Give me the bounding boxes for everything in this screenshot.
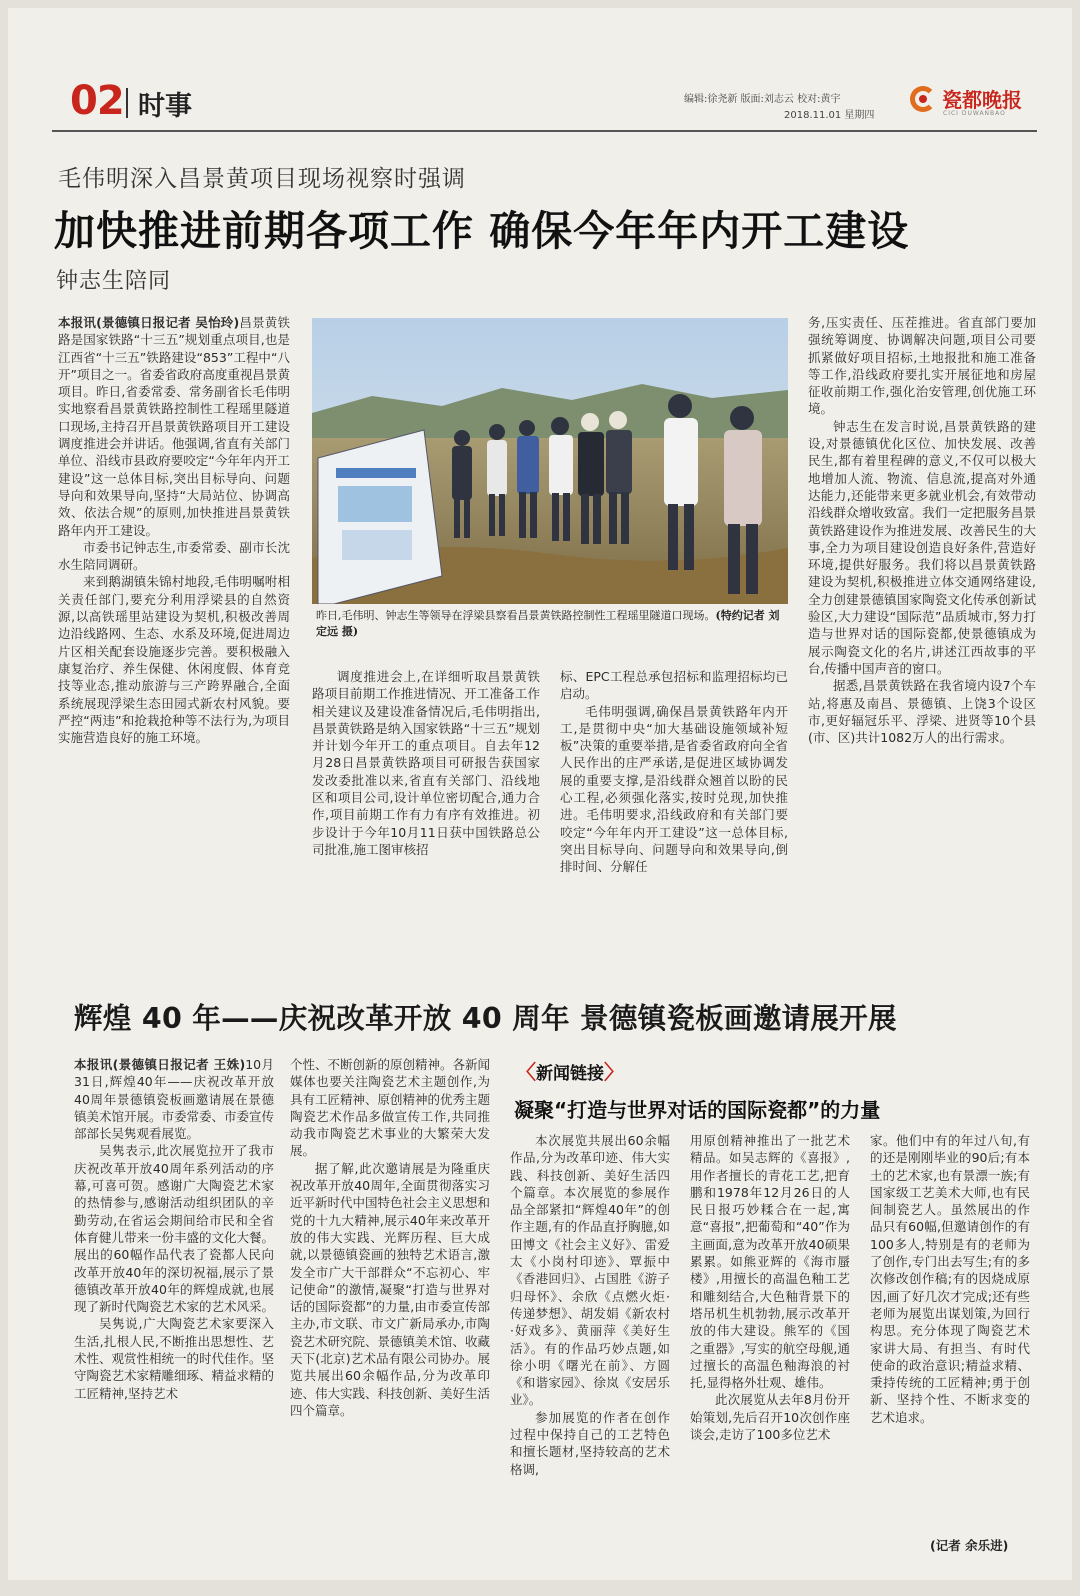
sidebar-reporter: (记者 余乐进) [930,1538,1009,1553]
second-column-1 [74,1056,274,1556]
lead-col1-p2: 市委书记钟志生,市委常委、副市长沈水生陪同调研。 [58,539,290,573]
lead-col3-p2: 毛伟明强调,确保昌景黄铁路年内开工,是贯彻中央“加大基础设施领域补短板”决策的重要举措,是省委省政府向全省人民作出的庄严承诺,是促进区域协调发展的重要支撑,是沿线群众翘首以盼的民心工程,必须强化落实,按时兑现,加快推进。毛伟明要求,沿线政府和有关部门要咬定“今年年内开工建设”这一总体目标,突出目标导向、问题导向和效果导向,倒排时间、分解任 [560,703,788,875]
lead-headline: 加快推进前期各项工作 确保今年年内开工建设 [54,207,910,255]
lead-photo [312,318,788,604]
lead-subhead: 钟志生陪同 [56,269,172,294]
second-col1-p2: 吴隽表示,此次展览拉开了我市庆祝改革开放40周年系列活动的序幕,可喜可贺。感谢广大陶瓷艺术家的热情参与,感谢活动组织团队的辛勤劳动,在省运会期间给市民和全省体育健儿带来一份丰盛的文化大餐。展出的60幅作品代表了瓷都人民向改革开放40年的深切祝福,展示了景德镇改革开放40年的辉煌成就,也展现了新时代陶瓷艺术家的艺术风采。 [74,1143,274,1315]
sidebar-col1-p2: 参加展览的作者在创作过程中保持自己的工艺特色和擅长题材,坚持较高的艺术格调, [510,1409,670,1477]
lead-column-3 [560,668,788,938]
second-column-2 [290,1056,490,1556]
lead-col1-p3: 来到鹅湖镇朱锦村地段,毛伟明嘱咐相关责任部门,要充分利用浮梁县的自然资源,以高铁瑶里站建设为契机,积极改善周边沿线路网、生态、水系及环境,促进周边片区相关配套设施逐步完善。要积极融入康复治疗、养生保健、休闲度假、体育竞技等业态,推动旅游与三产跨界融合,全面系统展现浮梁生态田园式新农村风貌。要严控“两违”和抢栽抢种等不法行为,为项目实施营造良好的施工环境。 [58,574,290,746]
header-divider [126,88,128,118]
lead-kicker: 毛伟明深入昌景黄项目现场视察时强调 [58,166,466,192]
lead-column-4 [808,314,1036,914]
lead-column-2 [312,668,540,938]
second-col2-p1: 个性、不断创新的原创精神。各新闻媒体也要关注陶瓷艺术主题创作,为具有工匠精神、原创精神的优秀主题陶瓷艺术作品多做宣传工作,共同推动我市陶瓷艺术事业的大繁荣大发展。 [290,1057,490,1159]
sidebar-column-2 [690,1132,850,1552]
news-link-tag [516,1056,624,1085]
photo-caption [316,608,784,640]
chevron-right-icon: 〉 [604,1060,624,1084]
logo-subtext: CICI DUWANBAO [943,110,1006,117]
lead-column-1 [58,314,290,939]
lead-col4-p1: 务,压实责任、压茬推进。省直部门要加强统筹调度、协调解决问题,项目公司要抓紧做好项目招标,土地报批和施工准备等工作,沿线政府要扎实开展征地和房屋征收前期工作,强化治安管理,创优施工环境。 [808,315,1036,417]
lead-col4-p3: 据悉,昌景黄铁路在我省境内设7个车站,将惠及南昌、景德镇、上饶3个设区市,更好辐冠乐平、浮梁、进贤等10个县(市、区)共计1082万人的出行需求。 [808,678,1036,746]
logo-dot-icon [919,95,927,103]
sidebar-column-1 [510,1132,670,1552]
sidebar-col3-p1: 家。他们中有的年过八旬,有的还是刚刚毕业的90后;有本土的艺术家,也有景漂一族;有国家级工艺美术大师,也有民间制瓷艺人。虽然展出的作品只有60幅,但邀请创作的有100多人,特别是有的老师为了创作,专门出去写生;有的多次修改创作稿;有的因烧成原因,画了好几次才完成;还有些老师为展览出谋划策,为回行构思。充分体现了陶瓷艺术家讲大局、有担当、有时代使命的政治意识;精益求精、秉持传统的工匠精神;勇于创新、坚持个性、不断求变的艺术追求。 [870,1133,1030,1425]
second-col1-p3: 吴隽说,广大陶瓷艺术家要深入生活,扎根人民,不断推出思想性、艺术性、观赏性相统一的时代佳作。坚守陶瓷艺术家精雕细琢、精益求精的工匠精神,坚持艺术 [74,1316,274,1401]
lead-col3-p1: 标、EPC工程总承包招标和监理招标均已启动。 [560,669,788,702]
header-rule [52,130,1037,132]
sidebar-col2-p1: 用原创精神推出了一批艺术精品。如吴志辉的《喜报》,用作者擅长的青花工艺,把育鹏和1978年12月26日的人民日报巧妙糅合在一起,寓意“喜报”,把葡萄和“40”作为主画面,意为改革开放40硕果累累。如熊亚辉的《海市蜃楼》,用擅长的高温色釉工艺和雕刻结合,大色釉背景下的塔吊机生机勃勃,展示改革开放的伟大建设。熊军的《国之重器》,写实的航空母舰,通过擅长的高温色釉海浪的衬托,显得格外壮观、雄伟。 [690,1133,850,1391]
photo-caption-text: 昨日,毛伟明、钟志生等领导在浮梁县察看昌景黄铁路控制性工程瑶里隧道口现场。 [316,609,716,622]
news-link-label: 新闻链接 [536,1064,604,1084]
sidebar-col1-p1: 本次展览共展出60余幅作品,分为改革印迹、伟大实践、科技创新、美好生活四个篇章。本次展览的参展作品全部紧扣“辉煌40年”的创作主题,有的作品直抒胸臆,如田博文《社会主义好》、雷爱太《小岗村印迹》、覃振中《香港回归》、占国胜《游子归母怀》、余欣《点燃火炬·传递梦想》、胡发娟《新农村·好戏多》、黄丽萍《美好生活》。有的作品巧妙点题,如徐小明《曙光在前》、方圆《和谐家园》、徐岚《安居乐业》。 [510,1133,670,1408]
sidebar-headline: 凝聚“打造与世界对话的国际瓷都”的力量 [514,1098,881,1122]
issue-date: 2018.11.01 星期四 [784,110,875,121]
second-col2-p2: 据了解,此次邀请展是为隆重庆祝改革开放40周年,全面贯彻落实习近平新时代中国特色社会主义思想和党的十九大精神,展示40年来改革开放的伟大实践、光辉历程、巨大成就,以景德镇瓷画的独特艺术语言,激发全市广大干部群众“不忘初心、牢记使命”的激情,凝聚“打造与世界对话的国际瓷都”的力量,由市委宣传部主办,市文联、市文广新局承办,市陶瓷艺术研究院、景德镇美术馆、收藏天下(北京)艺术品有限公司协办。展览共展出60余幅作品,分为改革印迹、伟大实践、科技创新、美好生活四个篇章。 [290,1160,490,1418]
sidebar-col2-p2: 此次展览从去年8月份开始策划,先后召开10次创作座谈会,走访了100多位艺术 [690,1392,850,1443]
masthead-logo [910,84,1036,120]
lead-col1-p1: 昌景黄铁路是国家铁路“十三五”规划重点项目,也是江西省“十三五”铁路建设“853”工程中“八开”项目之一。省委省政府高度重视昌景黄项目。昨日,省委常委、常务副省长毛伟明实地察看昌景黄铁路控制性工程瑶里隧道口现场,主持召开昌景黄铁路项目开工建设调度推进会并讲话。他强调,省直有关部门单位、沿线市县政府要咬定“今年年内开工建设”这一总体目标,突出目标导向、问题导向和效果导向,坚持“大局站位、协调高效、依法合规”的原则,加快推进昌景黄铁路年内开工建设。 [58,315,290,538]
second-col1-p1: 10月31日,辉煌40年——庆祝改革开放40周年景德镇瓷板画邀请展在景德镇美术馆开展。市委常委、市委宣传部部长吴隽观看展览。 [74,1057,274,1142]
logo-text: 瓷都晚报 [942,88,1022,112]
lead-col4-p2: 钟志生在发言时说,昌景黄铁路的建设,对景德镇优化区位、加快发展、改善民生,都有着里程碑的意义,不仅可以极大地增加人流、物流、信息流,提高对外通达能力,还能带来更多就业机会,有效带动沿线群众增收致富。我们一定把服务昌景黄铁路建设作为推进发展、改善民生的大事,全力为项目建设创造良好条件,营造好环境,提供好服务。我们将以昌景黄铁路建设为契机,积极推进立体交通网络建设,全力创建景德镇国家陶瓷文化传承创新试验区,大力建设“国际范”品质城市,努力打造与世界对话的国际瓷都,使景德镇成为展示陶瓷文化的名片,讲述江西故事的平台,传播中国声音的窗口。 [808,418,1036,676]
site-inspection-photo [312,318,788,604]
second-byline: 本报讯(景德镇日报记者 王姝) [74,1057,246,1072]
editor-credits: 编辑:徐尧新 版面:刘志云 校对:黄宇 [684,94,841,105]
second-headline: 辉煌 40 年——庆祝改革开放 40 周年 景德镇瓷板画邀请展开展 [74,1002,897,1035]
page-number: 02 [70,78,124,124]
photo-credit: (特约记者 刘定远 摄) [316,609,780,638]
section-title: 时事 [138,91,192,122]
newspaper-page [8,8,1072,1580]
lead-byline: 本报讯(景德镇日报记者 吴怡玲) [58,315,240,330]
chevron-left-icon: 〈 [516,1060,536,1084]
lead-col2-p1: 调度推进会上,在详细听取昌景黄铁路项目前期工作推进情况、开工准备工作相关建议及建设准备情况后,毛伟明指出,昌景黄铁路是纳入国家铁路“十三五”规划并计划今年开工的重点项目。自去年12月28日昌景黄铁路项目可研报告获国家发改委批准以来,省直有关部门、沿线地区和项目公司,设计单位密切配合,通力合作,项目前期工作有力有序有效推进。初步设计于今年10月11日获中国铁路总公司批准,施工图审核招 [312,669,540,857]
sidebar-column-3 [870,1132,1030,1532]
